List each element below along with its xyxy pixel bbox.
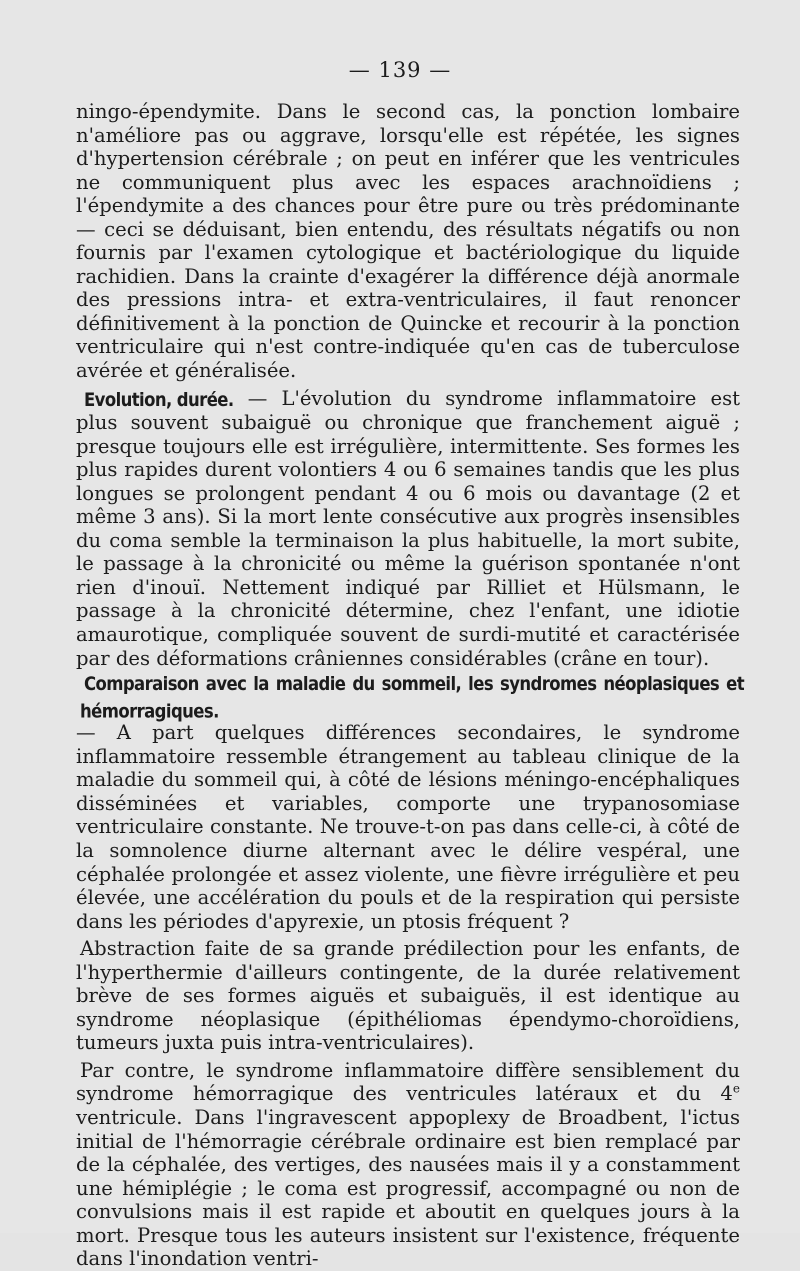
paragraph-evolution [76, 387, 740, 671]
section-heading-evolution: Evolution, durée. [84, 388, 234, 410]
body-text [76, 100, 744, 1271]
paragraph-comparaison [76, 672, 744, 933]
paragraph-text: — A part quelques différences secondaires, le syndrome inflammatoire ressemble étrangement au tableau clinique de la maladie du sommeil qui, à côté de lésions méningo-encéphaliques disséminées et variables, comporte une trypanosomiase ventriculaire constante. Ne trouve-t-on pas dans celle-ci, à côté de la somnolence diurne alternant avec le délire vespéral, une céphalée prolongée et assez violente, une fièvre irrégulière et peu élevée, une accélération du pouls et de la respiration qui persiste dans les périodes d'apyrexie, un ptosis fréquent ? [76, 721, 740, 933]
paragraph-text: — L'évolution du syndrome inflammatoire est plus souvent subaiguë ou chronique que franchement aiguë ; presque toujours elle est irrégulière, intermittente. Ses formes les plus rapides durent volontiers 4 ou 6 semaines tandis que les plus longues se prolongent pendant 4 ou 6 mois ou davantage (2 et même 3 ans). Si la mort lente consécutive aux progrès insensibles du coma semble la terminaison la plus habituelle, la mort subite, le passage à la chronicité ou même la guérison spontanée n'ont rien d'inouï. Nettement indiqué par Rilliet et Hülsmann, le passage à la chronicité détermine, chez l'enfant, une idiotie amaurotique, compliquée souvent de surdi-mutité et caractérisée par des déformations crâniennes considérables (crâne en tour). [76, 386, 740, 670]
paragraph-text: ningo-épendymite. Dans le second cas, la ponction lombaire n'améliore pas ou aggrave, lorsqu'elle est répétée, les signes d'hypertension cérébrale ; on peut en inférer que les ventricules ne communiquent plus avec les espaces arachnoïdiens ; l'épendymite a des chances pour être pure ou très prédominante — ceci se déduisant, bien entendu, des résultats négatifs ou non fournis par l'examen cytologique et bactériologique du liquide rachidien. Dans la crainte d'exagérer la différence déjà anormale des pressions intra- et extra-ventriculaires, il faut renoncer définitivement à la ponction de Quincke et recourir à la ponction ventriculaire qui n'est contre-indiquée qu'en cas de tuberculose avérée et généralisée. [76, 100, 740, 383]
paragraph-par-contre [76, 1059, 740, 1271]
superscript: e [732, 1081, 740, 1096]
paragraph-text: Abstraction faite de sa grande prédilection pour les enfants, de l'hyperthermie d'ailleurs contingente, de la durée relativement brève de ses formes aiguës et subaiguës, il est identique au syndrome néoplasique (épithéliomas épendymo-choroïdiens, tumeurs juxta puis intra-ventriculaires). [76, 937, 740, 1055]
section-heading-comparaison: Comparaison avec la maladie du sommeil, les syndromes néoplasiques et hémorragiques. [80, 672, 744, 722]
paragraph-text: ventricule. Dans l'ingravescent appoplexy de Broadbent, l'ictus initial de l'hémorragie cérébrale ordinaire est bien remplacé par de la céphalée, des vertiges, des nausées mais il y a constamment une hémiplégie ; le coma est progressif, accompagné ou non de convulsions mais il est rapide et aboutit en quelques jours à la mort. Presque tous les auteurs insistent sur l'existence, fréquente dans l'inondation ventri- [76, 1105, 740, 1271]
paragraph-abstraction [76, 937, 740, 1055]
paragraph-continuation [76, 100, 740, 383]
page-number: — 139 — [348, 58, 452, 82]
paragraph-text: Par contre, le syndrome inflammatoire diffère sensiblement du syndrome hémorragique des ventricules latéraux et du 4 [76, 1058, 740, 1106]
